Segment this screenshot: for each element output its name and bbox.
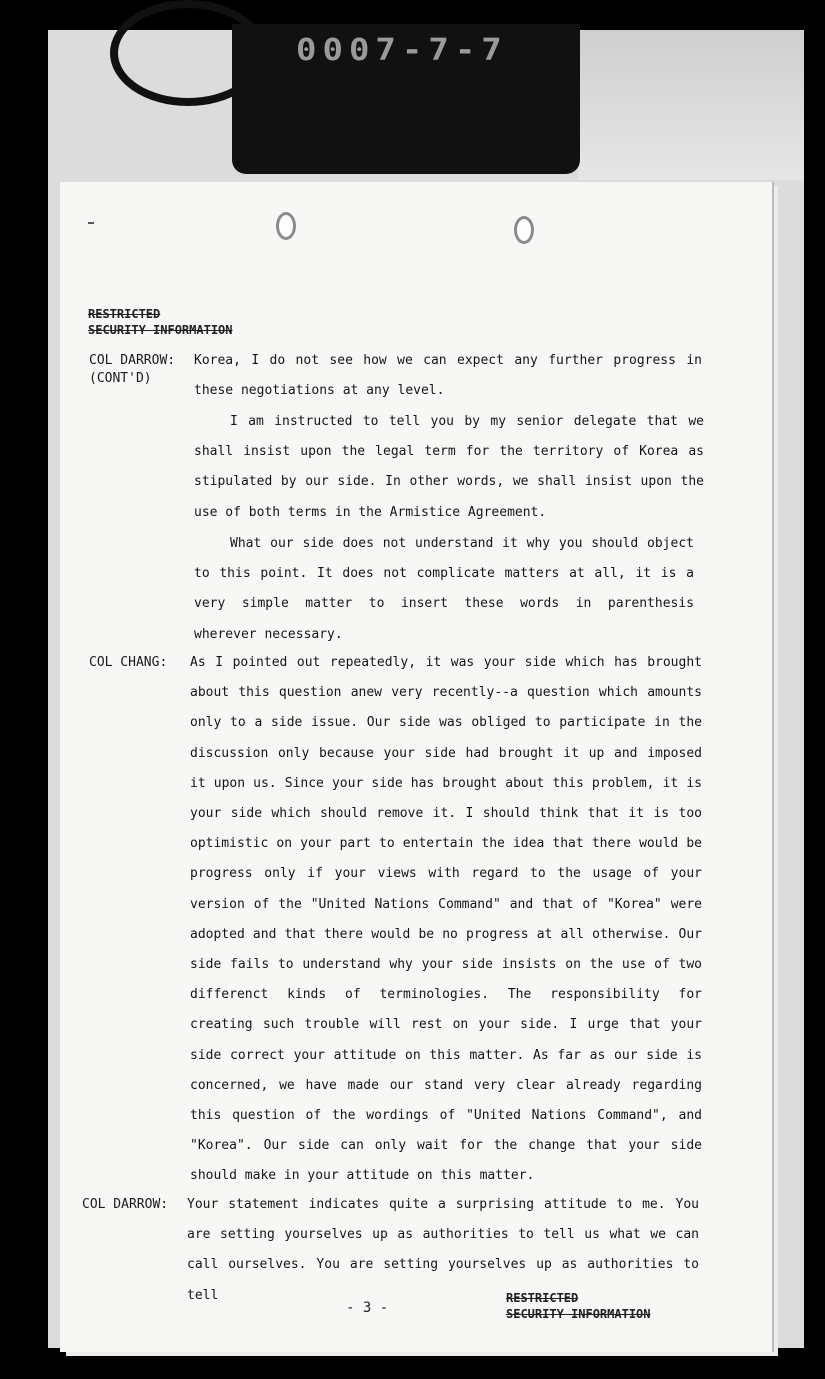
paragraph-5: Your statement indicates quite a surprising attitude to me. You are setting yourselves up as authorities to tell us what we can call ourselves. You are setting yourselves up as authorities to tell — [187, 1197, 699, 1303]
speaker-chang: COL CHANG: — [89, 655, 168, 670]
punch-hole-left — [276, 212, 296, 240]
footer-classification-security: SECURITY INFORMATION — [506, 1307, 651, 1321]
header-classification-restricted: RESTRICTED — [88, 307, 161, 321]
speaker-darrow: COL DARROW: — [82, 1197, 169, 1212]
archive-stamp-number: 0007-7-7 — [296, 32, 508, 68]
paragraph-4: As I pointed out repeatedly, it was your side which has brought about this question anew very recently--a question which amounts only to a side issue. Our side was obliged to participate in the discussion only because your side had brought it up and imposed it upon us. Since your side has brought about this problem, it is your side which should remove it. I should think that it is too optimistic on your part to entertain the idea that there would be progress only if your views with regard to the usage of your version of the "United Nations Command" and that of "Korea" were adopted and that there would be no progress at all otherwise. Our side fails to understand why your side insists on the use of two differenct kinds of terminologies. The responsibility for creating such trouble will rest on your side. I urge that your side correct your attitude on this matter. As far as our side is concerned, we have made our stand very clear already regarding this question of the wordings of "United Nations Command", and "Korea". Our side can only wait for the change that your side should make in your attitude on this matter. — [190, 655, 702, 1184]
paragraph-1: Korea, I do not see how we can expect any further progress in these negotiations at any level. — [194, 353, 702, 399]
header-classification-security: SECURITY INFORMATION — [88, 323, 233, 337]
paragraph-3: What our side does not understand it why you should object to this point. It does not complicate matters at all, it is a very simple matter to insert these words in parenthesis wherever necessary. — [194, 536, 694, 642]
speaker-darrow-contd: COL DARROW: (CONT'D) — [89, 353, 176, 386]
document-page — [60, 182, 772, 1352]
punch-hole-right — [514, 216, 534, 244]
page-number: - 3 - — [346, 1300, 389, 1316]
scan-mark — [88, 222, 94, 224]
footer-classification-restricted: RESTRICTED — [506, 1291, 579, 1305]
paragraph-2: I am instructed to tell you by my senior delegate that we shall insist upon the legal term for the territory of Korea as stipulated by our side. In other words, we shall insist upon the use of both terms in the Armistice Agreement. — [194, 414, 704, 520]
footer-classification — [506, 1290, 651, 1322]
clipboard-shadow — [578, 30, 804, 180]
header-classification — [88, 306, 233, 338]
